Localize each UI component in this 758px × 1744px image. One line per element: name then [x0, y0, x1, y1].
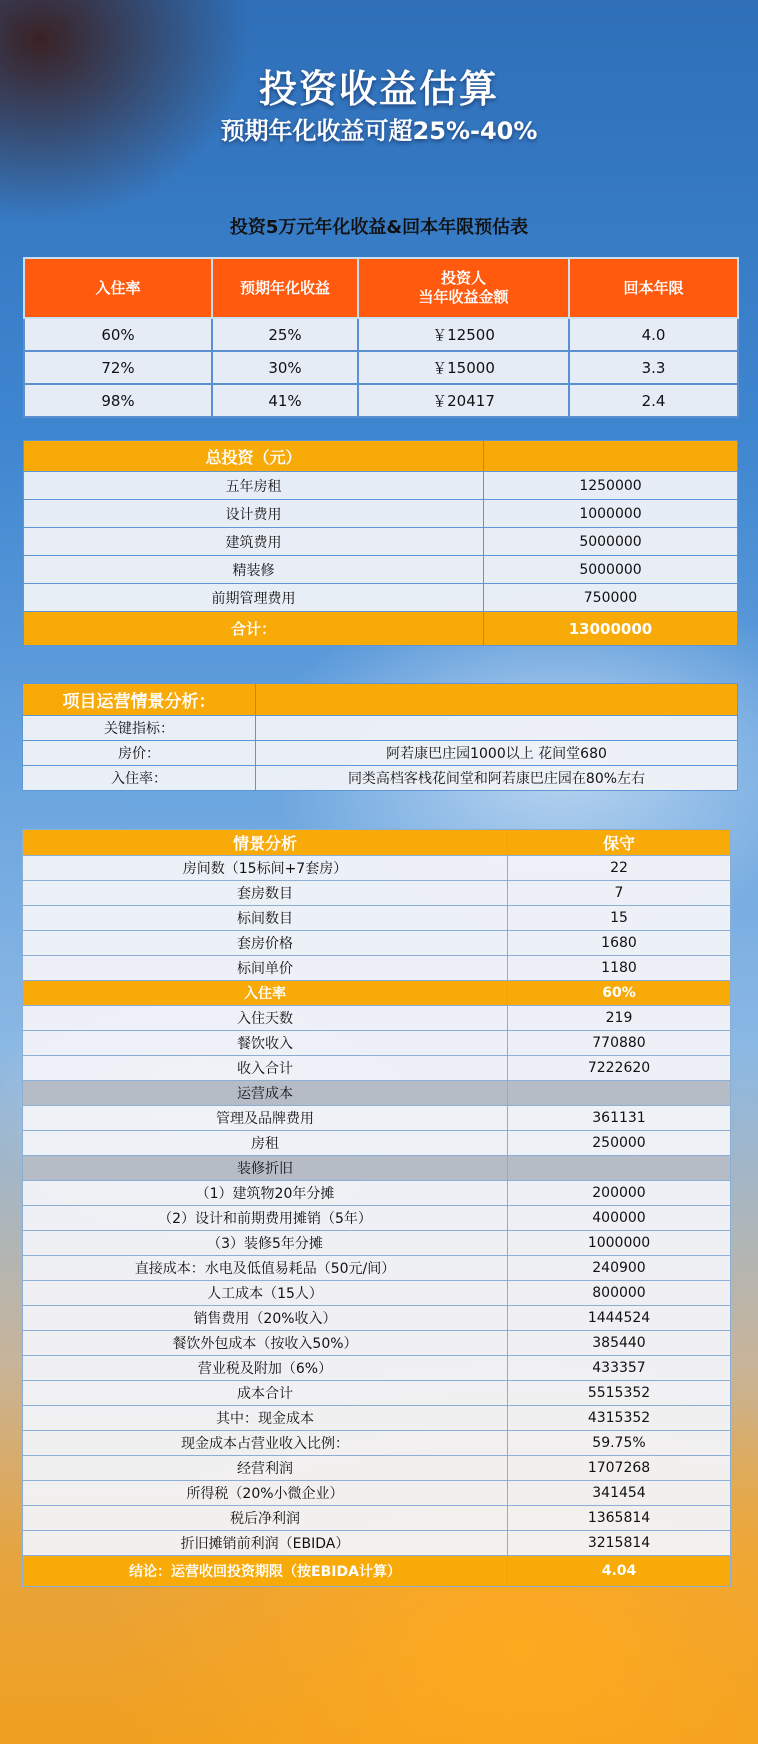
- scenario-item-label: 折旧摊销前利润（EBIDA）: [23, 1531, 508, 1556]
- table-row: [23, 1381, 731, 1406]
- returns-cell: 25%: [212, 318, 358, 351]
- scenario-item-label: 标间单价: [23, 956, 508, 981]
- returns-cell: ￥20417: [358, 384, 569, 417]
- investment-item-label: 前期管理费用: [24, 584, 484, 612]
- table-row: [23, 931, 731, 956]
- table-row: [23, 1181, 731, 1206]
- table-row: [24, 318, 738, 351]
- scenario-item-label: 标间数目: [23, 906, 508, 931]
- scenario-item-value: 3215814: [508, 1531, 731, 1556]
- scenario-item-label: 销售费用（20%收入）: [23, 1306, 508, 1331]
- table-row: [24, 528, 738, 556]
- scenario-item-value: 240900: [508, 1256, 731, 1281]
- scenario-item-value: 361131: [508, 1106, 731, 1131]
- scenario-item-label: （3）装修5年分摊: [23, 1231, 508, 1256]
- scenario-item-value: 60%: [508, 981, 731, 1006]
- investment-table-header-row: [24, 441, 738, 472]
- investment-table: [23, 440, 738, 646]
- returns-cell: 2.4: [569, 384, 738, 417]
- table-row: [23, 881, 731, 906]
- scenario-item-value: 59.75%: [508, 1431, 731, 1456]
- returns-cell: 4.0: [569, 318, 738, 351]
- scenario-item-value: 385440: [508, 1331, 731, 1356]
- investment-total-label: 合计：: [24, 612, 484, 646]
- returns-header-cell: 回本年限: [569, 258, 738, 318]
- table-row: [24, 351, 738, 384]
- investment-item-value: 1000000: [484, 500, 738, 528]
- scenario-item-value: 433357: [508, 1356, 731, 1381]
- investment-header-label: 总投资（元）: [24, 441, 484, 472]
- scenario-item-value: 22: [508, 856, 731, 881]
- scenario-item-value: 800000: [508, 1281, 731, 1306]
- table-row: [23, 981, 731, 1006]
- table-row: [23, 1231, 731, 1256]
- scenario-item-value: 250000: [508, 1131, 731, 1156]
- investment-total-row: [24, 612, 738, 646]
- investment-item-value: 5000000: [484, 528, 738, 556]
- table-row: [23, 1156, 731, 1181]
- scenario-item-value: 400000: [508, 1206, 731, 1231]
- scenario-item-label: 其中：现金成本: [23, 1406, 508, 1431]
- scenario-item-label: 房间数（15标间+7套房）: [23, 856, 508, 881]
- table-row: [24, 384, 738, 417]
- returns-cell: ￥12500: [358, 318, 569, 351]
- table-row: [23, 1431, 731, 1456]
- table-row: [23, 1006, 731, 1031]
- returns-cell: 3.3: [569, 351, 738, 384]
- scenario-item-value: 7: [508, 881, 731, 906]
- scenario-item-label: 现金成本占营业收入比例：: [23, 1431, 508, 1456]
- returns-cell: 98%: [24, 384, 212, 417]
- scenario-item-label: 运营成本: [23, 1081, 508, 1106]
- returns-header-cell: 预期年化收益: [212, 258, 358, 318]
- scenario-item-value: 200000: [508, 1181, 731, 1206]
- scenario-item-value: 4315352: [508, 1406, 731, 1431]
- returns-cell: 60%: [24, 318, 212, 351]
- scenario-item-value: [508, 1156, 731, 1181]
- table-row: [24, 472, 738, 500]
- investment-item-label: 建筑费用: [24, 528, 484, 556]
- table-row: [23, 1406, 731, 1431]
- returns-cell: ￥15000: [358, 351, 569, 384]
- table-row: [23, 1256, 731, 1281]
- investment-total-value: 13000000: [484, 612, 738, 646]
- scenario-header-value: 保守: [508, 830, 731, 856]
- scenario-item-value: 770880: [508, 1031, 731, 1056]
- scenario-item-label: 套房数目: [23, 881, 508, 906]
- table-row: [23, 1106, 731, 1131]
- returns-cell: 30%: [212, 351, 358, 384]
- table-row: [24, 556, 738, 584]
- table-row: [23, 1131, 731, 1156]
- investment-item-value: 750000: [484, 584, 738, 612]
- scenario-item-label: 成本合计: [23, 1381, 508, 1406]
- scenario-header-label: 情景分析: [23, 830, 508, 856]
- returns-table-caption: 投资5万元年化收益&回本年限预估表: [229, 217, 529, 238]
- table-row: [23, 716, 738, 741]
- operation-item-label: 房价：: [23, 741, 256, 766]
- scenario-item-value: 1000000: [508, 1231, 731, 1256]
- operation-item-value: 阿若康巴庄园1000以上 花间堂680: [256, 741, 738, 766]
- table-row: [23, 1506, 731, 1531]
- table-row: [23, 1031, 731, 1056]
- investment-item-label: 精装修: [24, 556, 484, 584]
- scenario-item-label: 经营利润: [23, 1456, 508, 1481]
- table-row: [23, 906, 731, 931]
- table-row: [23, 1281, 731, 1306]
- scenario-item-value: 15: [508, 906, 731, 931]
- returns-header-cell: 入住率: [24, 258, 212, 318]
- operation-item-value: [256, 716, 738, 741]
- table-row: [23, 1356, 731, 1381]
- table-row: [23, 856, 731, 881]
- operation-item-label: 关键指标：: [23, 716, 256, 741]
- table-row: [24, 500, 738, 528]
- table-row: [23, 1456, 731, 1481]
- operation-table: [22, 683, 738, 791]
- table-row: [23, 766, 738, 791]
- table-row: [23, 1081, 731, 1106]
- scenario-item-label: 房租: [23, 1131, 508, 1156]
- investment-item-label: 设计费用: [24, 500, 484, 528]
- scenario-item-label: 直接成本：水电及低值易耗品（50元/间）: [23, 1256, 508, 1281]
- scenario-item-label: 餐饮收入: [23, 1031, 508, 1056]
- scenario-item-label: 营业税及附加（6%）: [23, 1356, 508, 1381]
- table-row: [23, 1481, 731, 1506]
- table-row: [24, 584, 738, 612]
- returns-table: [23, 257, 739, 418]
- scenario-conclusion-value: 4.04: [508, 1556, 731, 1587]
- scenario-table-header-row: [23, 830, 731, 856]
- scenario-item-value: 1365814: [508, 1506, 731, 1531]
- scenario-item-value: 1444524: [508, 1306, 731, 1331]
- operation-header-label: 项目运营情景分析：: [23, 684, 256, 716]
- returns-cell: 72%: [24, 351, 212, 384]
- table-row: [23, 1306, 731, 1331]
- returns-header-cell: 投资人 当年收益金额: [358, 258, 569, 318]
- table-row: [23, 956, 731, 981]
- scenario-item-label: 入住率: [23, 981, 508, 1006]
- table-row: [23, 1056, 731, 1081]
- scenario-item-label: 管理及品牌费用: [23, 1106, 508, 1131]
- table-row: [23, 741, 738, 766]
- scenario-item-label: 入住天数: [23, 1006, 508, 1031]
- table-row: [23, 1531, 731, 1556]
- scenario-item-value: 7222620: [508, 1056, 731, 1081]
- scenario-item-label: 人工成本（15人）: [23, 1281, 508, 1306]
- scenario-item-value: 219: [508, 1006, 731, 1031]
- page-subtitle: 预期年化收益可超25%-40%: [220, 117, 538, 145]
- investment-header-empty: [484, 441, 738, 472]
- investment-item-label: 五年房租: [24, 472, 484, 500]
- investment-item-value: 5000000: [484, 556, 738, 584]
- table-row: [23, 1331, 731, 1356]
- table-row: [23, 1206, 731, 1231]
- returns-cell: 41%: [212, 384, 358, 417]
- scenario-item-label: （2）设计和前期费用摊销（5年）: [23, 1206, 508, 1231]
- scenario-item-label: 套房价格: [23, 931, 508, 956]
- scenario-item-value: 341454: [508, 1481, 731, 1506]
- investment-item-value: 1250000: [484, 472, 738, 500]
- page-title: 投资收益估算: [258, 67, 499, 111]
- scenario-item-value: 5515352: [508, 1381, 731, 1406]
- scenario-item-value: 1180: [508, 956, 731, 981]
- scenario-item-label: 装修折旧: [23, 1156, 508, 1181]
- scenario-item-value: 1707268: [508, 1456, 731, 1481]
- scenario-conclusion-label: 结论：运营收回投资期限（按EBIDA计算）: [23, 1556, 508, 1587]
- operation-item-value: 同类高档客栈花间堂和阿若康巴庄园在80%左右: [256, 766, 738, 791]
- operation-table-header-row: [23, 684, 738, 716]
- operation-item-label: 入住率：: [23, 766, 256, 791]
- scenario-item-label: 所得税（20%小微企业）: [23, 1481, 508, 1506]
- operation-header-empty: [256, 684, 738, 716]
- returns-table-header-row: [24, 258, 738, 318]
- scenario-item-label: 收入合计: [23, 1056, 508, 1081]
- scenario-table: [22, 829, 731, 1587]
- scenario-conclusion-row: [23, 1556, 731, 1587]
- scenario-item-label: 餐饮外包成本（按收入50%）: [23, 1331, 508, 1356]
- scenario-item-label: （1）建筑物20年分摊: [23, 1181, 508, 1206]
- scenario-item-label: 税后净利润: [23, 1506, 508, 1531]
- scenario-item-value: 1680: [508, 931, 731, 956]
- scenario-item-value: [508, 1081, 731, 1106]
